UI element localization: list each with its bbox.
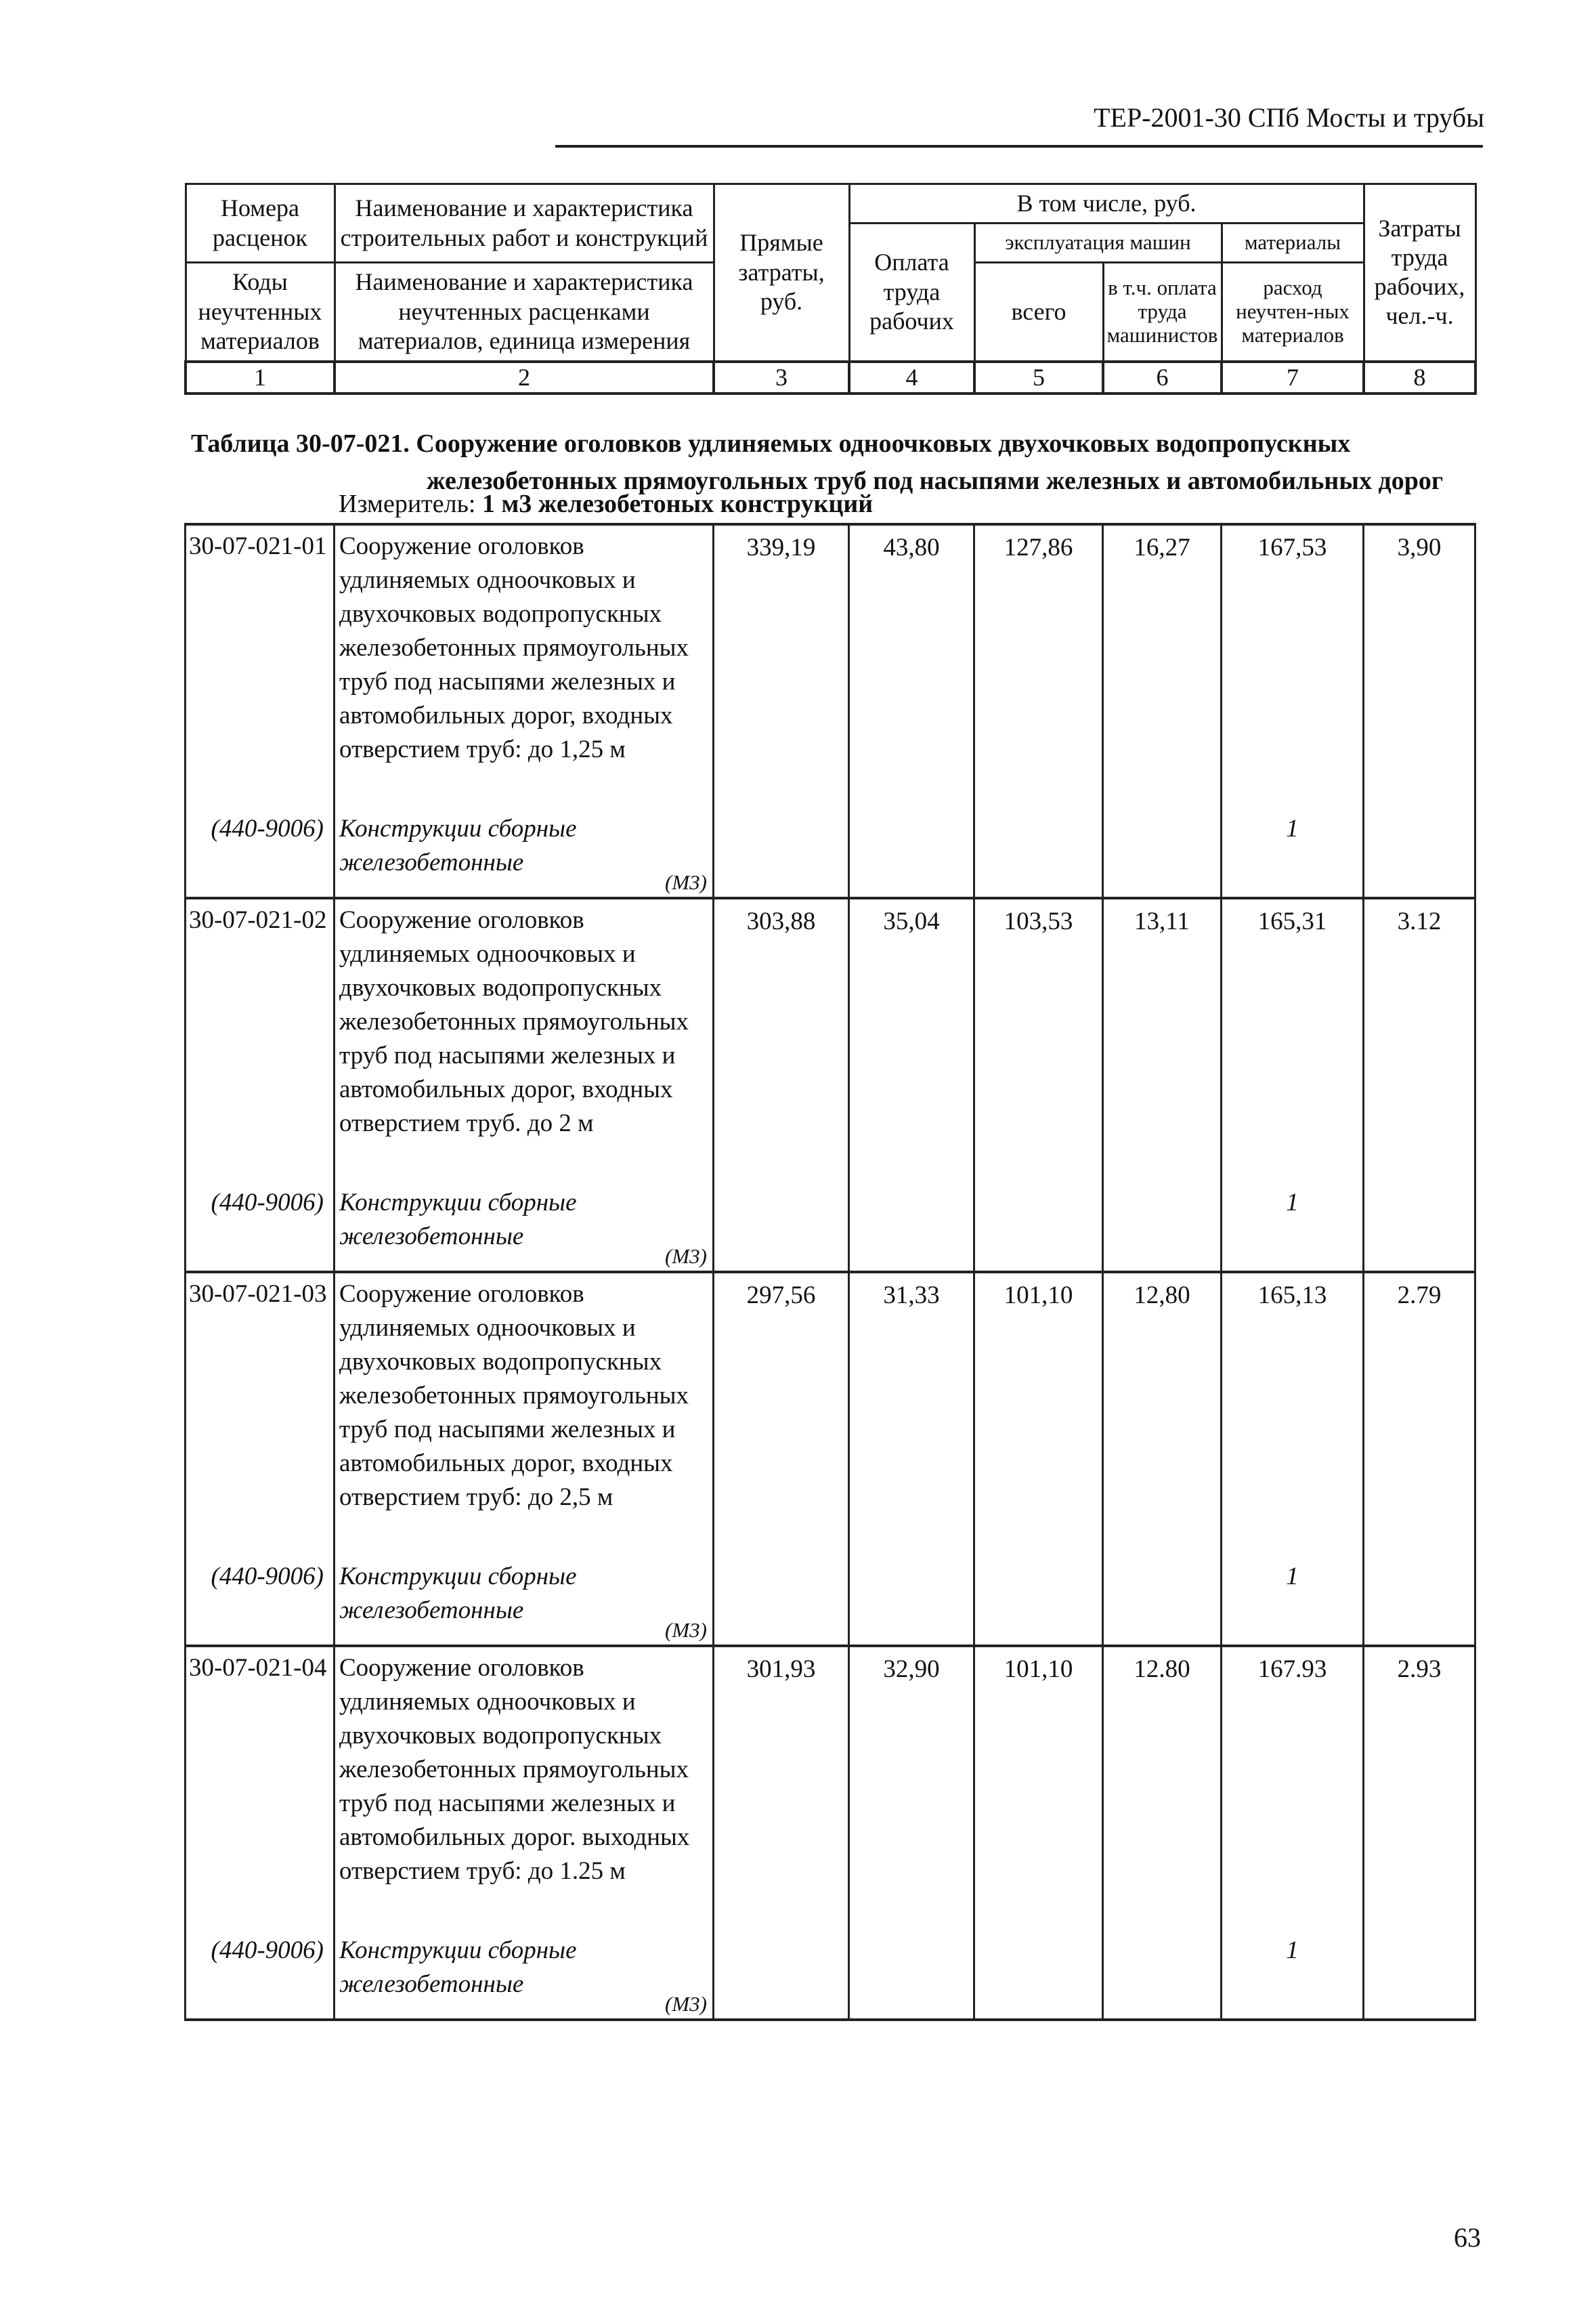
header-material-codes: Коды неучтенных материалов <box>186 263 335 362</box>
table-row <box>186 1646 1475 1913</box>
material-quantity: 1 <box>1222 792 1364 898</box>
material-row <box>186 1540 1475 1646</box>
machinists-pay: 12,80 <box>1103 1272 1222 1540</box>
measure-unit <box>339 489 873 519</box>
col-number: 7 <box>1222 362 1364 394</box>
measure-unit-value: 1 м3 железобетоных конструкций <box>482 490 874 518</box>
col-number: 1 <box>186 362 335 394</box>
machines-total: 127,86 <box>974 524 1103 792</box>
material-unit: (М3) <box>665 1992 707 2016</box>
material-name-cell <box>335 1540 714 1646</box>
material-row <box>186 792 1475 898</box>
machines-total: 101,10 <box>974 1272 1103 1540</box>
machinists-pay: 16,27 <box>1103 524 1222 792</box>
col-number: 8 <box>1364 362 1475 394</box>
empty-cell <box>714 792 849 898</box>
labor-pay: 43,80 <box>849 524 974 792</box>
header-work-name: Наименование и характеристика строительных работ и конструкций <box>335 184 714 263</box>
material-row <box>186 1166 1475 1272</box>
header-direct-costs: Прямые затраты, руб. <box>714 184 849 362</box>
measure-unit-label: Измеритель: <box>339 490 476 518</box>
materials-cost: 165,13 <box>1222 1272 1364 1540</box>
header-labor-pay: Оплата труда рабочих <box>849 224 974 362</box>
col-number: 2 <box>335 362 714 394</box>
labor-pay: 32,90 <box>849 1646 974 1913</box>
labor-pay: 31,33 <box>849 1272 974 1540</box>
rate-code: 30-07-021-04 <box>186 1646 335 1913</box>
empty-cell <box>714 1913 849 2020</box>
table-row <box>186 1272 1475 1540</box>
column-header-table <box>184 183 1477 395</box>
header-unaccounted-materials: расход неучтен-ных материалов <box>1222 263 1364 362</box>
labor-pay: 35,04 <box>849 898 974 1166</box>
machinists-pay: 13,11 <box>1103 898 1222 1166</box>
header-machines-total: всего <box>974 263 1103 362</box>
empty-cell <box>974 1913 1103 2020</box>
table-row <box>186 898 1475 1166</box>
materials-cost: 167,53 <box>1222 524 1364 792</box>
material-code: (440-9006) <box>186 1540 335 1646</box>
col-number: 5 <box>974 362 1103 394</box>
rate-name: Сооружение оголовков удлиняемых одноочковых и двухочковых водопропускных железобетонных прямоугольных труб под насыпями железных и автомобильных дорог. выходных отверстием труб: до 1.25 м <box>335 1646 714 1913</box>
material-quantity: 1 <box>1222 1166 1364 1272</box>
table-row <box>186 524 1475 792</box>
rate-code: 30-07-021-03 <box>186 1272 335 1540</box>
rate-name: Сооружение оголовков удлиняемых одноочковых и двухочковых водопропускных железобетонных прямоугольных труб под насыпями железных и автомобильных дорог, входных отверстием труб. до 2 м <box>335 898 714 1166</box>
page-number: 63 <box>1454 2222 1481 2253</box>
empty-cell <box>1364 792 1475 898</box>
material-quantity: 1 <box>1222 1540 1364 1646</box>
empty-cell <box>849 1913 974 2020</box>
machines-total: 101,10 <box>974 1646 1103 1913</box>
empty-cell <box>1103 792 1222 898</box>
empty-cell <box>1364 1540 1475 1646</box>
material-row <box>186 1913 1475 2020</box>
direct-costs: 339,19 <box>714 524 849 792</box>
machinists-pay: 12.80 <box>1103 1646 1222 1913</box>
material-name-cell <box>335 1913 714 2020</box>
empty-cell <box>714 1166 849 1272</box>
header-machines: эксплуатация машин <box>974 224 1222 263</box>
direct-costs: 303,88 <box>714 898 849 1166</box>
material-name: Конструкции сборные железобетонные <box>339 1563 577 1624</box>
rate-name: Сооружение оголовков удлиняемых одноочковых и двухочковых водопропускных железобетонных прямоугольных труб под насыпями железных и автомобильных дорог, входных отверстием труб: до 2,5 м <box>335 1272 714 1540</box>
col-number: 3 <box>714 362 849 394</box>
header-including: В том числе, руб. <box>849 184 1364 224</box>
empty-cell <box>1364 1913 1475 2020</box>
rate-name: Сооружение оголовков удлиняемых одноочковых и двухочковых водопропускных железобетонных прямоугольных труб под насыпями железных и автомобильных дорог, входных отверстием труб: до 1,25 м <box>335 524 714 792</box>
document-title: ТЕР-2001-30 СПб Мосты и трубы <box>1094 102 1484 133</box>
machines-total: 103,53 <box>974 898 1103 1166</box>
empty-cell <box>1103 1913 1222 2020</box>
material-quantity: 1 <box>1222 1913 1364 2020</box>
material-name: Конструкции сборные железобетонные <box>339 1189 577 1250</box>
empty-cell <box>1103 1166 1222 1272</box>
header-labor-hours: Затраты труда рабочих, чел.-ч. <box>1364 184 1475 362</box>
empty-cell <box>849 1166 974 1272</box>
rates-table <box>184 523 1476 2021</box>
labor-hours: 3,90 <box>1364 524 1475 792</box>
table-caption-line2: железобетонных прямоугольных труб под насыпями железных и автомобильных дорог <box>427 467 1444 496</box>
material-name: Конструкции сборные железобетонные <box>339 1936 577 1998</box>
material-code: (440-9006) <box>186 1166 335 1272</box>
material-name-cell <box>335 792 714 898</box>
empty-cell <box>974 792 1103 898</box>
empty-cell <box>714 1540 849 1646</box>
material-code: (440-9006) <box>186 792 335 898</box>
rates-table-body <box>186 524 1475 2020</box>
header-material-name: Наименование и характеристика неучтенных расценками материалов, единица измерения <box>335 263 714 362</box>
rate-code: 30-07-021-01 <box>186 524 335 792</box>
labor-hours: 2.79 <box>1364 1272 1475 1540</box>
material-unit: (М3) <box>665 1618 707 1642</box>
direct-costs: 301,93 <box>714 1646 849 1913</box>
material-code: (440-9006) <box>186 1913 335 2020</box>
header-rate-numbers: Номера расценок <box>186 184 335 263</box>
col-number: 4 <box>849 362 974 394</box>
rate-code: 30-07-021-02 <box>186 898 335 1166</box>
empty-cell <box>849 792 974 898</box>
header-rule <box>555 145 1483 148</box>
labor-hours: 2.93 <box>1364 1646 1475 1913</box>
col-number: 6 <box>1103 362 1222 394</box>
material-unit: (М3) <box>665 870 707 895</box>
empty-cell <box>849 1540 974 1646</box>
materials-cost: 165,31 <box>1222 898 1364 1166</box>
empty-cell <box>1364 1166 1475 1272</box>
header-materials: материалы <box>1222 224 1364 263</box>
material-name: Конструкции сборные железобетонные <box>339 815 577 876</box>
material-name-cell <box>335 1166 714 1272</box>
empty-cell <box>1103 1540 1222 1646</box>
materials-cost: 167.93 <box>1222 1646 1364 1913</box>
direct-costs: 297,56 <box>714 1272 849 1540</box>
empty-cell <box>974 1166 1103 1272</box>
labor-hours: 3.12 <box>1364 898 1475 1166</box>
header-machinists-pay: в т.ч. оплата труда машинистов <box>1103 263 1222 362</box>
material-unit: (М3) <box>665 1244 707 1269</box>
empty-cell <box>974 1540 1103 1646</box>
table-caption-line1: Таблица 30-07-021. Сооружение оголовков удлиняемых одноочковых двухочковых водопропускных <box>191 429 1351 458</box>
